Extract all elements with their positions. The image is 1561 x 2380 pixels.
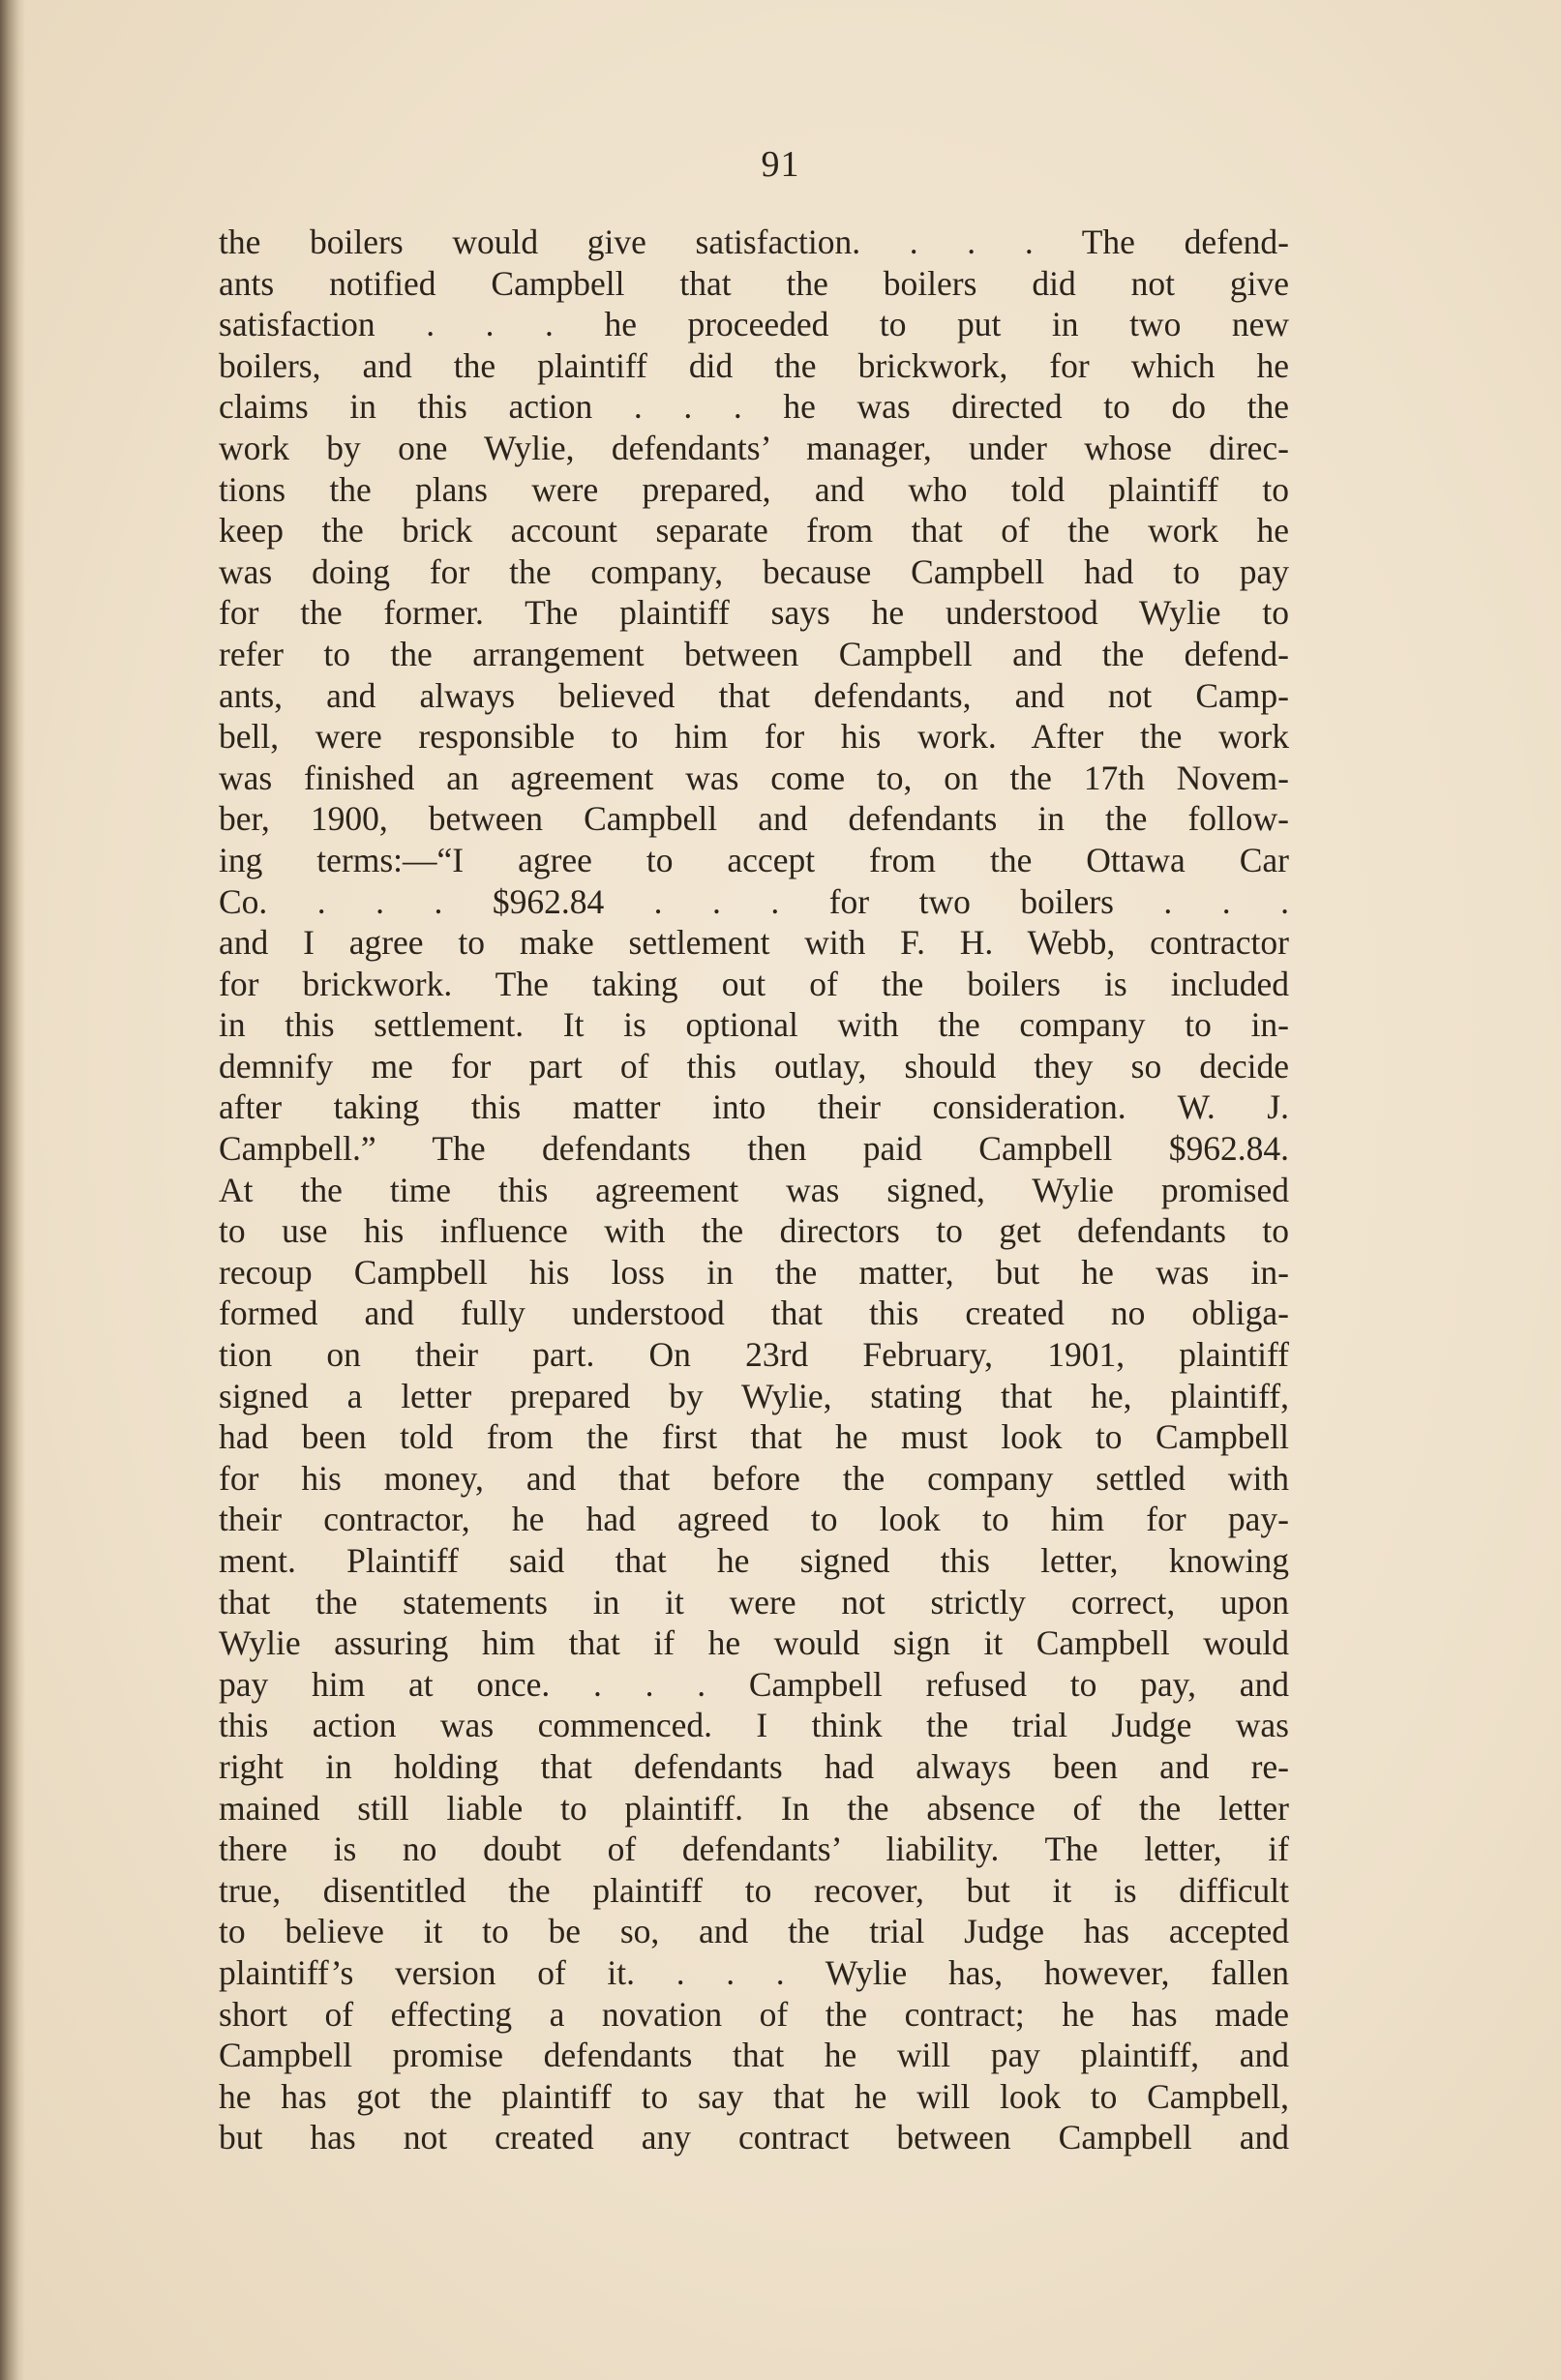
- text-line: for brickwork. The taking out of the boilers is included: [219, 964, 1289, 1003]
- text-line: ment. Plaintiff said that he signed this letter, knowing: [219, 1541, 1289, 1580]
- text-line: ants notified Campbell that the boilers did not give: [219, 263, 1289, 303]
- text-line: ing terms:—“I agree to accept from the Ottawa Car: [219, 840, 1289, 879]
- text-line: right in holding that defendants had always been and re-: [219, 1746, 1289, 1786]
- text-line: Wylie assuring him that if he would sign it Campbell would: [219, 1623, 1289, 1663]
- text-line: Campbell promise defendants that he will pay plaintiff, and: [219, 2036, 1289, 2075]
- text-line: he has got the plaintiff to say that he will look to Campbell,: [219, 2076, 1289, 2116]
- page-number: 91: [761, 144, 800, 185]
- text-line: plaintiff’s version of it. . . . Wylie has, however, fallen: [219, 1952, 1289, 1992]
- binding-shadow: [0, 0, 25, 2380]
- body-text: [219, 222, 1289, 2158]
- text-line: keep the brick account separate from that of the work he: [219, 511, 1289, 550]
- text-line: and I agree to make settlement with F. H. Webb, contractor: [219, 923, 1289, 963]
- text-line: pay him at once. . . . Campbell refused to pay, and: [219, 1664, 1289, 1704]
- text-line: boilers, and the plaintiff did the brickwork, for which he: [219, 345, 1289, 385]
- text-line: this action was commenced. I think the trial Judge was: [219, 1706, 1289, 1745]
- text-line: but has not created any contract between Campbell and: [219, 2118, 1289, 2157]
- text-line: At the time this agreement was signed, Wylie promised: [219, 1170, 1289, 1209]
- text-line: ber, 1900, between Campbell and defendants in the follow-: [219, 799, 1289, 839]
- text-line: short of effecting a novation of the contract; he has made: [219, 1994, 1289, 2034]
- text-line: the boilers would give satisfaction. . . . The defend-: [219, 223, 1289, 261]
- text-line: after taking this matter into their consideration. W. J.: [219, 1087, 1289, 1127]
- text-line: tions the plans were prepared, and who told plaintiff to: [219, 469, 1289, 509]
- text-line: ants, and always believed that defendants, and not Camp-: [219, 675, 1289, 715]
- text-line: Campbell.” The defendants then paid Campbell $962.84.: [219, 1129, 1289, 1169]
- text-line: recoup Campbell his loss in the matter, but he was in-: [219, 1252, 1289, 1292]
- text-line: demnify me for part of this outlay, should they so decide: [219, 1046, 1289, 1086]
- text-line: work by one Wylie, defendants’ manager, under whose direc-: [219, 428, 1289, 467]
- text-line: Co. . . . $962.84 . . . for two boilers . . .: [219, 881, 1289, 921]
- text-line: tion on their part. On 23rd February, 1901, plaintiff: [219, 1335, 1289, 1375]
- text-line: for his money, and that before the company settled with: [219, 1458, 1289, 1498]
- text-line: satisfaction . . . he proceeded to put in two new: [219, 305, 1289, 344]
- text-line: true, disentitled the plaintiff to recover, but it is difficult: [219, 1870, 1289, 1910]
- text-line: for the former. The plaintiff says he understood Wylie to: [219, 593, 1289, 633]
- text-line: had been told from the first that he must look to Campbell: [219, 1417, 1289, 1457]
- text-line: to use his influence with the directors to get defendants to: [219, 1211, 1289, 1251]
- text-line: to believe it to be so, and the trial Judge has accepted: [219, 1912, 1289, 1951]
- text-line: their contractor, he had agreed to look to him for pay-: [219, 1500, 1289, 1539]
- text-line: that the statements in it were not strictly correct, upon: [219, 1582, 1289, 1621]
- text-line: refer to the arrangement between Campbell and the defend-: [219, 634, 1289, 673]
- text-line: formed and fully understood that this created no obliga-: [219, 1294, 1289, 1333]
- text-line: bell, were responsible to him for his work. After the work: [219, 717, 1289, 757]
- text-line: was finished an agreement was come to, on the 17th Novem-: [219, 758, 1289, 797]
- text-line: there is no doubt of defendants’ liability. The letter, if: [219, 1830, 1289, 1869]
- text-line: in this settlement. It is optional with the company to in-: [219, 1005, 1289, 1045]
- text-line: mained still liable to plaintiff. In the absence of the letter: [219, 1788, 1289, 1828]
- text-line: signed a letter prepared by Wylie, stating that he, plaintiff,: [219, 1376, 1289, 1415]
- text-line: was doing for the company, because Campbell had to pay: [219, 551, 1289, 591]
- text-line: claims in this action . . . he was directed to do the: [219, 387, 1289, 427]
